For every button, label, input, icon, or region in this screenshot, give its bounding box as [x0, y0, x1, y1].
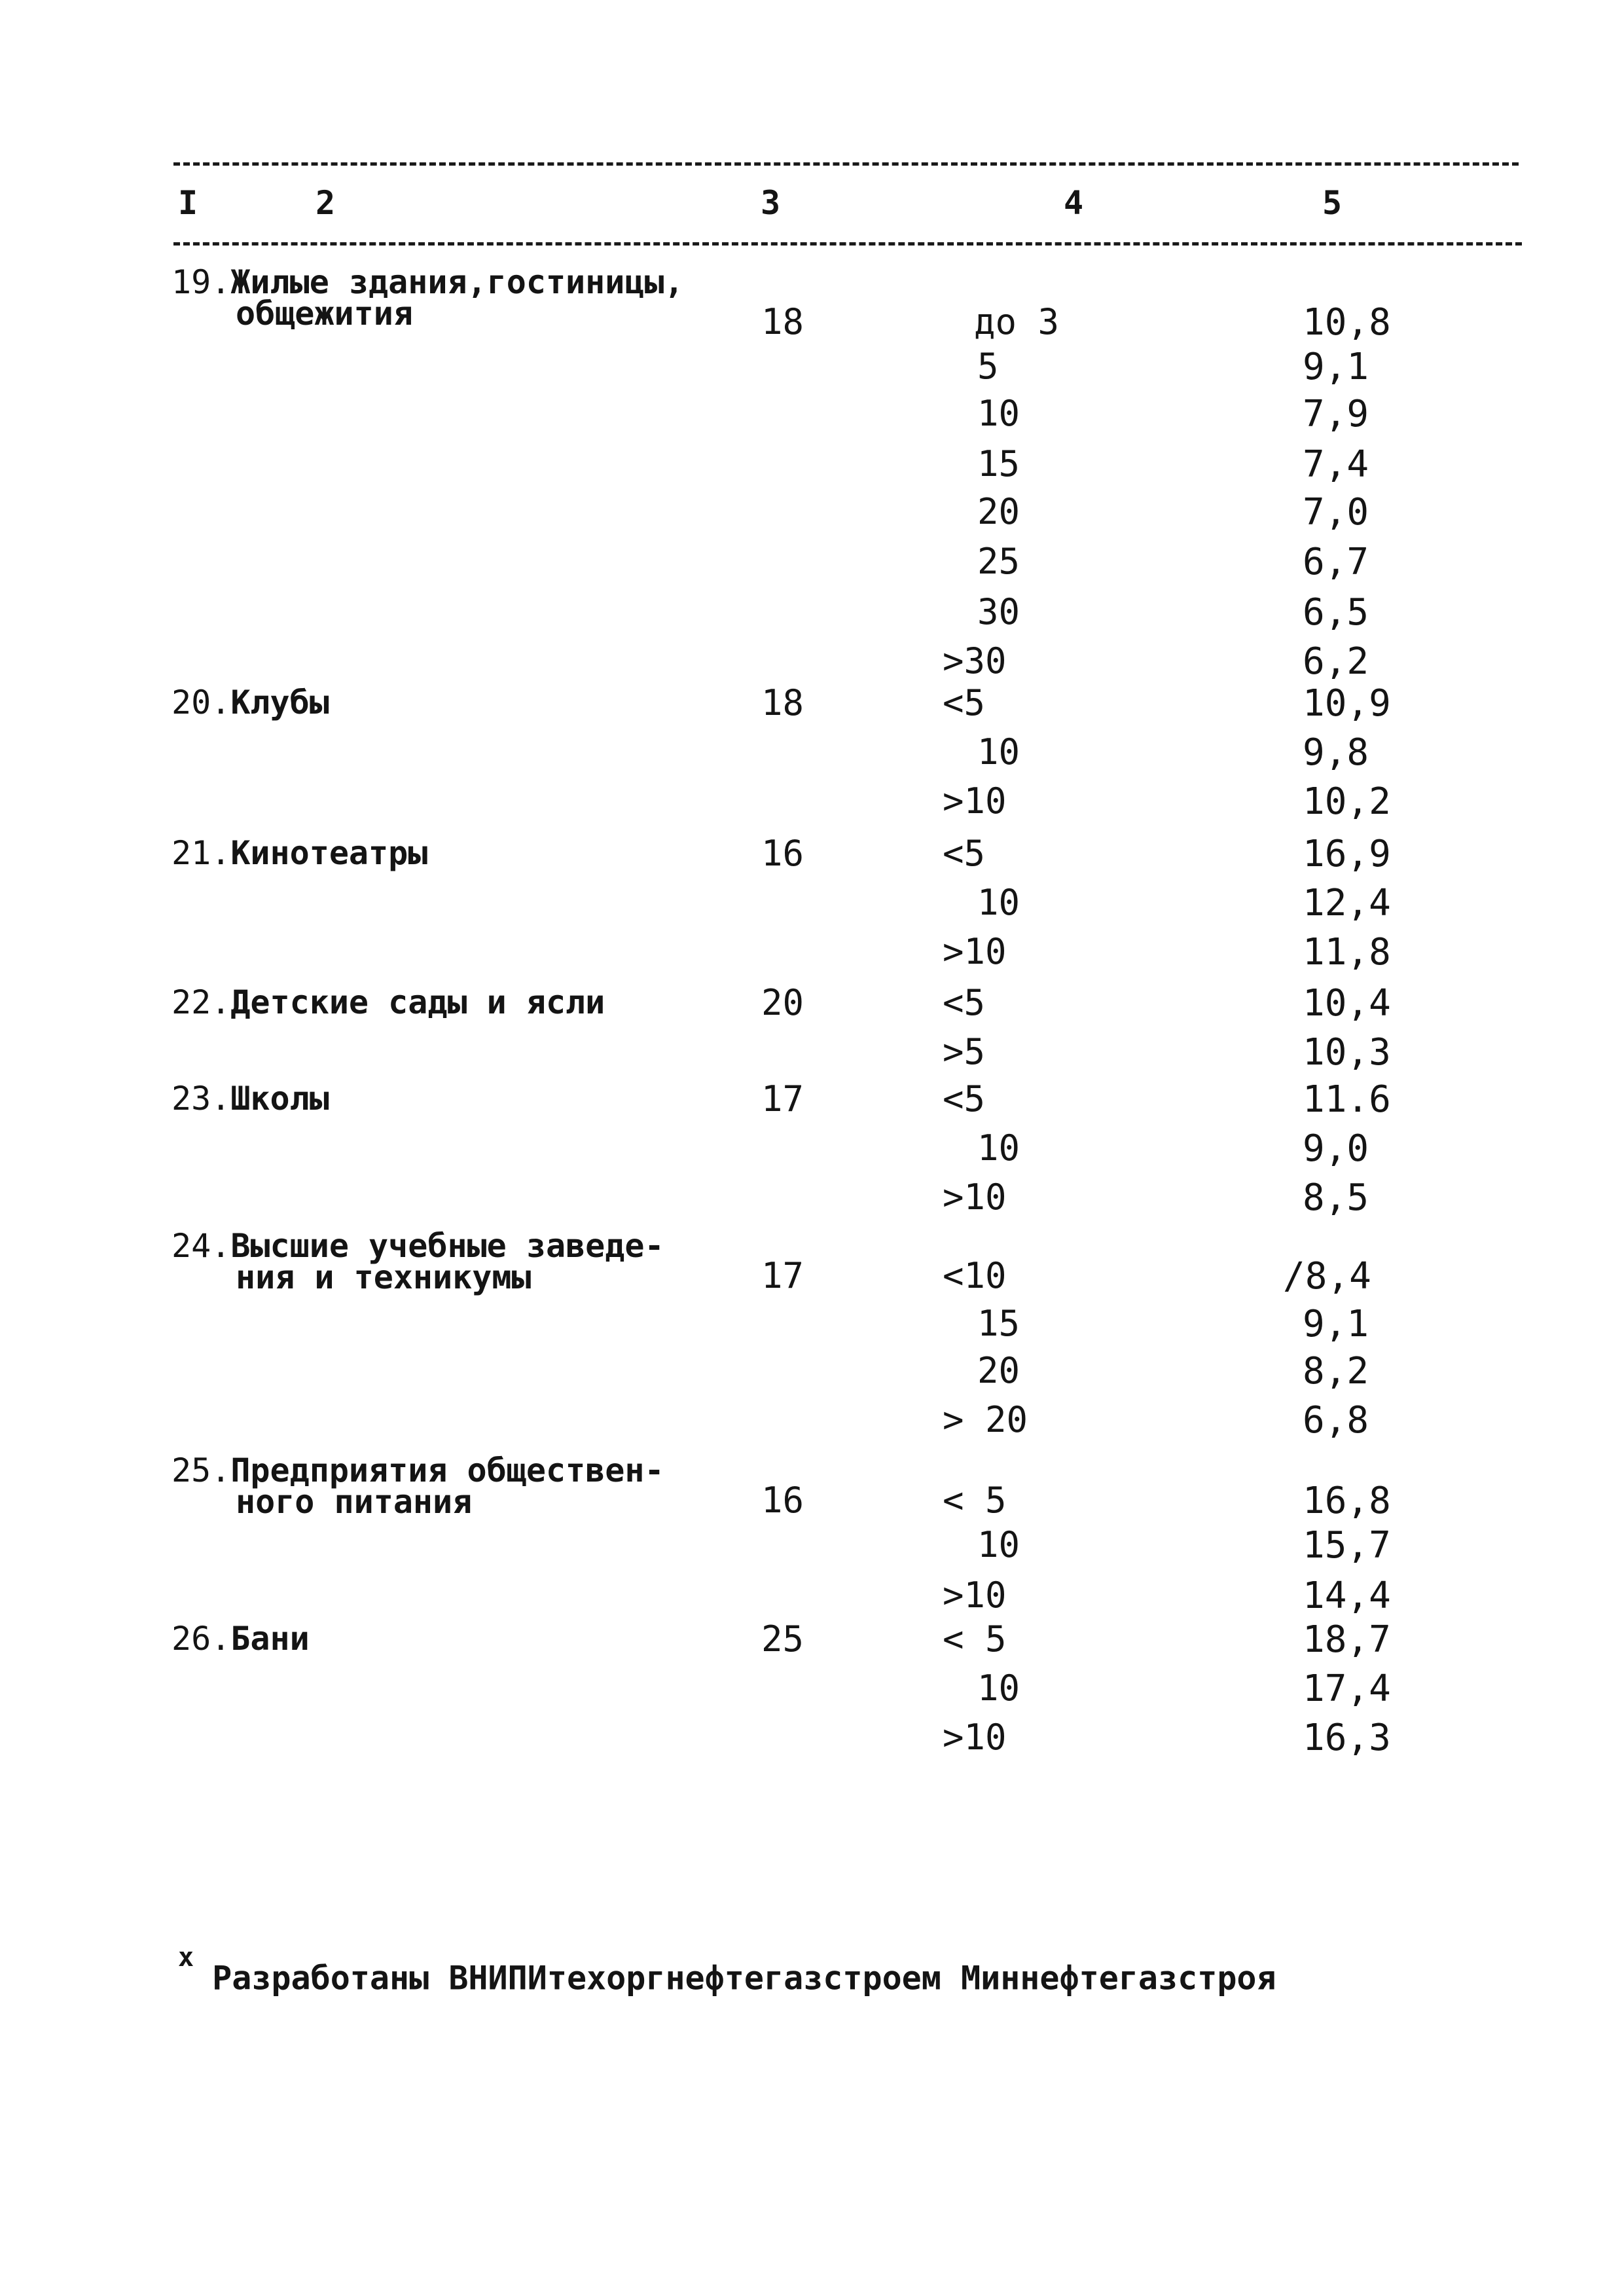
row-number: 22.	[171, 983, 231, 1021]
table-top-rule	[173, 162, 1519, 166]
entry-range: >10	[943, 1176, 1007, 1218]
row-value: 16	[761, 1480, 804, 1521]
entry-result: 6,2	[1303, 640, 1369, 683]
row-value: 20	[761, 982, 804, 1023]
entry-result: 6,7	[1303, 541, 1369, 583]
entry-result: 16,3	[1303, 1717, 1391, 1759]
row-name-line-1: Детские сады и ясли	[230, 983, 605, 1021]
entry-range: 10	[977, 731, 1020, 773]
row-number: 20.	[171, 683, 231, 721]
column-header-2: 2	[316, 184, 336, 222]
entry-range: <5	[943, 982, 986, 1023]
entry-result: 17,4	[1303, 1667, 1391, 1710]
entry-range: 10	[977, 882, 1020, 923]
entry-range: 10	[977, 393, 1020, 434]
row-name	[171, 985, 605, 1019]
column-header-4: 4	[1064, 184, 1084, 222]
row-value: 17	[761, 1078, 804, 1120]
entry-range: <5	[943, 1078, 986, 1120]
row-number: 26.	[171, 1620, 231, 1658]
entry-range: 10	[977, 1667, 1020, 1709]
entry-result: 18,7	[1303, 1618, 1391, 1661]
column-header-5: 5	[1322, 184, 1343, 222]
row-value: 25	[761, 1618, 804, 1660]
row-name	[171, 836, 427, 870]
entry-result: 12,4	[1303, 882, 1391, 924]
entry-result: 7,4	[1303, 443, 1369, 486]
entry-result: 8,5	[1303, 1176, 1369, 1219]
entry-result: 8,2	[1303, 1350, 1369, 1393]
row-name-line-1: Высшие учебные заведе-	[230, 1227, 664, 1265]
row-name-line-1: Жилые здания,гостиницы,	[230, 263, 684, 301]
entry-result: 10,2	[1303, 780, 1391, 823]
entry-range: >10	[943, 780, 1007, 822]
entry-range: 20	[977, 491, 1020, 532]
row-value: 16	[761, 833, 804, 874]
entry-result: 11,8	[1303, 931, 1391, 974]
row-value: 18	[761, 301, 804, 342]
row-name-line-1: Кинотеатры	[230, 834, 428, 872]
entry-result: 11.6	[1303, 1078, 1391, 1121]
row-number: 19.	[171, 263, 231, 301]
column-header-3: 3	[761, 184, 781, 222]
entry-range: 5	[977, 346, 999, 387]
row-number: 23.	[171, 1080, 231, 1118]
row-name-line-2: ния и техникумы	[236, 1258, 532, 1296]
row-name	[171, 1082, 329, 1116]
entry-range: 30	[977, 591, 1020, 632]
entry-result: 10,4	[1303, 982, 1391, 1025]
footnote-text: Разработаны ВНИПИтехоргнефтегазстроем Миннефтегазстроя	[212, 1959, 1276, 1997]
footnote	[178, 1942, 1276, 1997]
row-name	[171, 685, 329, 720]
entry-result: 9,8	[1303, 731, 1369, 774]
entry-result: 10,3	[1303, 1031, 1391, 1074]
entry-range: >10	[943, 1717, 1007, 1758]
entry-result: 6,8	[1303, 1399, 1369, 1442]
row-name-line-2: ного питания	[236, 1483, 473, 1521]
row-name	[171, 1622, 310, 1656]
entry-result: 9,1	[1303, 1303, 1369, 1345]
entry-range: >10	[943, 1575, 1007, 1616]
entry-range: <5	[943, 833, 986, 874]
row-name-line-1: Бани	[230, 1620, 310, 1658]
entry-range: 10	[977, 1524, 1020, 1565]
table-header-rule	[173, 242, 1522, 246]
entry-result: 9,1	[1303, 346, 1369, 388]
entry-range: < 5	[943, 1618, 1007, 1660]
entry-result: 6,5	[1303, 591, 1369, 634]
entry-range: <10	[943, 1255, 1007, 1296]
entry-range: <5	[943, 682, 986, 723]
row-value: 18	[761, 682, 804, 723]
entry-range: 15	[977, 1303, 1020, 1344]
entry-result: 10,9	[1303, 682, 1391, 725]
entry-result: /8,4	[1283, 1255, 1371, 1298]
entry-range: > 20	[943, 1399, 1028, 1440]
entry-result: 15,7	[1303, 1524, 1391, 1567]
entry-range: >30	[943, 640, 1007, 682]
row-value: 17	[761, 1255, 804, 1296]
entry-range: до 3	[974, 301, 1060, 342]
row-name-line-1: Предприятия обществен-	[230, 1451, 664, 1489]
entry-result: 10,8	[1303, 301, 1391, 344]
row-name-line-1: Школы	[230, 1080, 329, 1118]
entry-result: 16,8	[1303, 1480, 1391, 1522]
entry-range: 15	[977, 443, 1020, 484]
column-header-1: I	[178, 184, 198, 222]
entry-range: >5	[943, 1031, 986, 1072]
entry-result: 14,4	[1303, 1575, 1391, 1617]
entry-result: 16,9	[1303, 833, 1391, 875]
row-number: 21.	[171, 834, 231, 872]
entry-range: 20	[977, 1350, 1020, 1391]
entry-result: 9,0	[1303, 1127, 1369, 1170]
row-name-line-2: общежития	[236, 295, 413, 333]
entry-range: 10	[977, 1127, 1020, 1169]
row-number: 24.	[171, 1227, 231, 1265]
entry-range: 25	[977, 541, 1020, 582]
row-name-line-1: Клубы	[230, 683, 329, 721]
entry-range: >10	[943, 931, 1007, 972]
row-number: 25.	[171, 1451, 231, 1489]
entry-range: < 5	[943, 1480, 1007, 1521]
footnote-marker: x	[178, 1942, 194, 1973]
entry-result: 7,9	[1303, 393, 1369, 435]
entry-result: 7,0	[1303, 491, 1369, 534]
